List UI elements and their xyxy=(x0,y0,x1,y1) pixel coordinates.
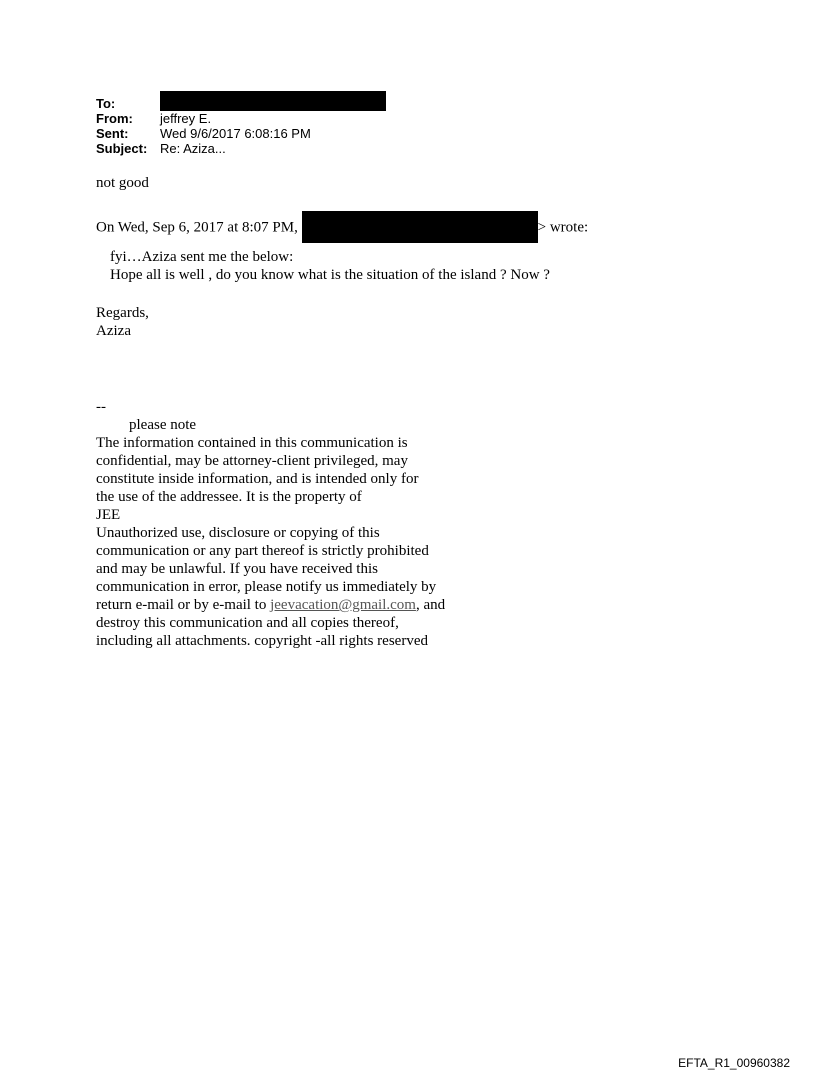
quote-attribution xyxy=(96,212,588,244)
email-header xyxy=(96,96,386,156)
sig-line: confidential, may be attorney-client privileged, may xyxy=(96,453,408,469)
sig-line: the use of the addressee. It is the property of xyxy=(96,489,362,505)
sig-line-including: including all attachments. copyright -all rights reserved xyxy=(96,633,428,649)
sig-dashes: -- xyxy=(96,399,106,415)
document-id: EFTA_R1_00960382 xyxy=(678,1056,790,1070)
redaction-bar-sender xyxy=(302,211,538,243)
subject-value: Re: Aziza... xyxy=(160,141,226,156)
to-label: To: xyxy=(96,96,116,111)
return-suffix: , and xyxy=(415,597,446,613)
sig-line: JEE xyxy=(96,507,121,523)
regards-text: Regards, xyxy=(96,305,149,321)
sig-line-destroy: destroy this communication and all copies thereof, xyxy=(96,615,399,631)
quoted-line-1: fyi…Aziza sent me the below: xyxy=(110,249,294,265)
email-body xyxy=(96,174,716,649)
sig-line: Unauthorized use, disclosure or copying of this xyxy=(96,525,380,541)
from-value: jeffrey E. xyxy=(160,111,212,126)
from-label: From: xyxy=(96,111,133,126)
subject-label: Subject: xyxy=(96,141,148,156)
sig-line: communication or any part thereof is strictly prohibited xyxy=(96,543,429,559)
to-row xyxy=(96,96,386,111)
redaction-bar-to xyxy=(160,91,386,111)
sig-please-note: please note xyxy=(129,417,197,433)
attribution-suffix: > wrote: xyxy=(537,219,589,236)
quoted-message xyxy=(110,248,710,284)
attribution-prefix: On Wed, Sep 6, 2017 at 8:07 PM, xyxy=(96,219,298,236)
sig-line: The information contained in this communication is xyxy=(96,435,408,451)
sig-return-line xyxy=(96,596,496,614)
subject-row xyxy=(96,141,386,156)
sig-line: communication in error, please notify us immediately by xyxy=(96,579,437,595)
email-link[interactable]: jeevacation@gmail.com xyxy=(270,597,416,613)
closing xyxy=(96,304,149,340)
sent-label: Sent: xyxy=(96,126,129,141)
sent-value: Wed 9/6/2017 6:08:16 PM xyxy=(160,126,311,141)
reply-text: not good xyxy=(96,175,149,191)
sent-row xyxy=(96,126,386,141)
sig-line: and may be unlawful. If you have received this xyxy=(96,561,378,577)
sig-line: constitute inside information, and is intended only for xyxy=(96,471,419,487)
quoted-line-2: Hope all is well , do you know what is the situation of the island ? Now ? xyxy=(110,267,550,283)
signature-disclaimer xyxy=(96,398,496,650)
return-prefix: return e-mail or by e-mail to xyxy=(96,597,271,613)
sender-name: Aziza xyxy=(96,323,131,339)
